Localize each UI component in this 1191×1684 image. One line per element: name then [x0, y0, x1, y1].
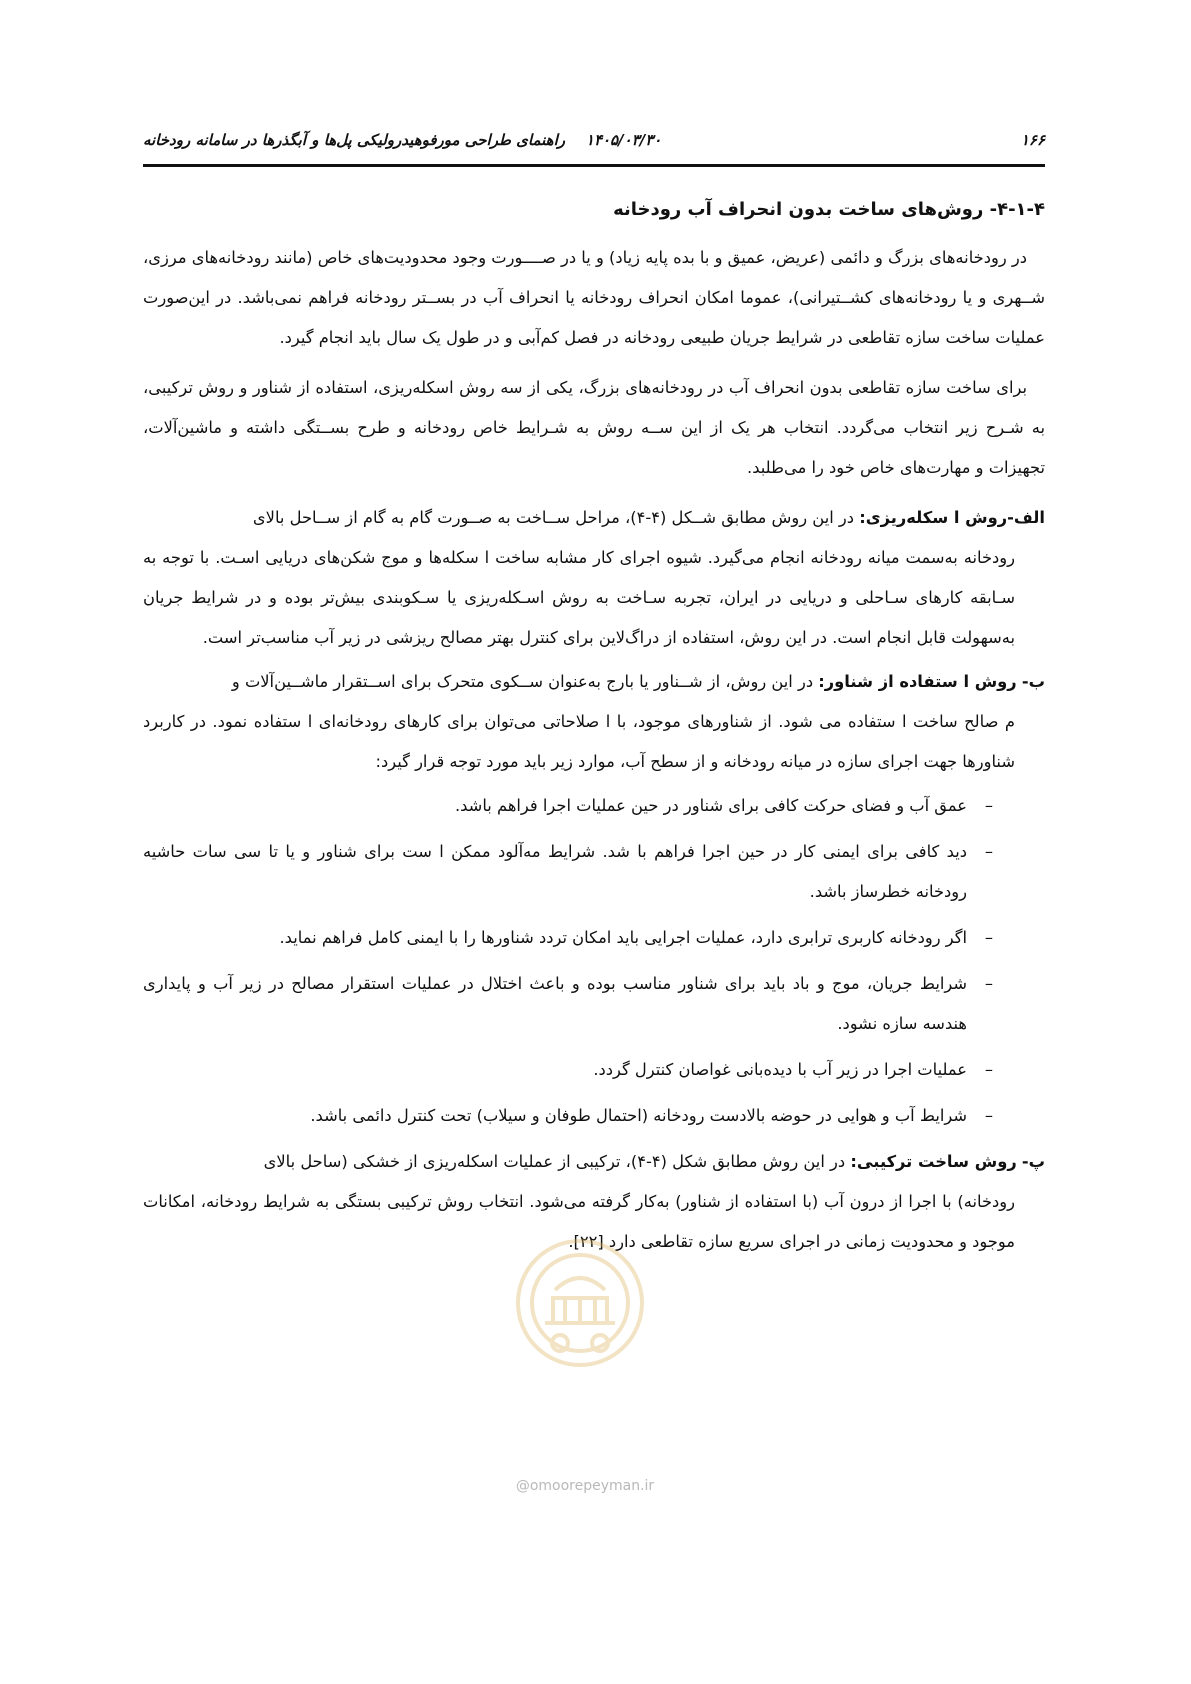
- item-label: روش ا ستفاده از شناور:: [818, 672, 1017, 691]
- dash-bullet: –: [984, 1060, 993, 1079]
- header-date: ۱۴۰۵/۰۳/۳۰: [585, 131, 662, 149]
- method-item-b: [143, 662, 1045, 782]
- item-text-first: در این روش، از شــناور یا بارج به‌عنوان ســکوی متحرک برای اســتقرار ماشــین‌آلات و: [231, 672, 819, 691]
- item-label: روش ا سکله‌ریزی:: [859, 508, 1008, 527]
- list-item: – شرایط جریان، موج و باد باید برای شناور مناسب بوده و باعث اختلال در عملیات استقرار مصالح در زیر آب و پایداری هندسه سازه نشود.: [143, 964, 993, 1044]
- item-marker: الف-: [1007, 508, 1045, 527]
- page-content: [143, 190, 1045, 1266]
- item-text: رودخانه به‌سمت میانه رودخانه انجام می‌گیرد. شیوه اجرای کار مشابه ساخت ا سکله‌ها و موج شکن‌های دریایی اسـت. با توجه به سـابقه کارهای سـاحلی و دریایی در ایران، تجربه سـاخت به روش اسـکله‌ریزی یا سـکوبندی بیش‌تر بوده و در شرایط جریان به‌سهولت قابل انجام است. در این روش، استفاده از دراگ‌لاین برای کنترل بهتر مصالح ریزشی در زیر آب مناسب‌تر است.: [143, 548, 1015, 647]
- item-text: م صالح ساخت ا ستفاده می شود. از شناورهای موجود، با ا صلاحاتی می‌توان برای کارهای رودخانه‌ای ا ستفاده نمود. در کاربرد شناورها جهت اجرای سازه در میانه رودخانه و از سطح آب، موارد زیر باید مورد توجه قرار گیرد:: [143, 712, 1015, 771]
- dash-bullet: –: [984, 974, 993, 993]
- paragraph: در رودخانه‌های بزرگ و دائمی (عریض، عمیق و با بده پایه زیاد) و یا در صــــورت وجود محدودیت‌های خاص (مانند رودخانه‌های مرزی، شــهری و یا رودخانه‌های کشــتیرانی)، عموما امکان انحراف رودخانه یا انحراف آب در بســتر رودخانه فراهم نمی‌باشد. در این‌صورت عملیات ساخت سازه تقاطعی در شرایط جریان طبیعی رودخانه در فصل کم‌آبی و در طول یک سال باید انجام گیرد.: [143, 248, 1045, 347]
- item-label: روش ساخت ترکیبی:: [850, 1152, 1017, 1171]
- list-item: – اگر رودخانه کاربری ترابری دارد، عملیات اجرایی باید امکان تردد شناورها را با ایمنی کامل فراهم نماید.: [143, 918, 993, 958]
- item-text: رودخانه) با اجرا از درون آب (با استفاده از شناور) به‌کار گرفته می‌شود. انتخاب روش ترکیبی بستگی به شرایط رودخانه، امکانات موجود و محدودیت زمانی در اجرای سریع سازه تقاطعی دارد [۲۲].: [143, 1192, 1015, 1251]
- page-number: ۱۶۶: [1020, 131, 1045, 149]
- dash-bullet: –: [984, 928, 993, 947]
- dash-bullet: –: [984, 842, 993, 861]
- list-item: – دید کافی برای ایمنی کار در حین اجرا فراهم با شد. شرایط مه‌آلود ممکن ا ست برای شناور و یا تا سی سات حاشیه رودخانه خطرساز باشد.: [143, 832, 993, 912]
- header-title: [143, 131, 661, 149]
- running-header: [143, 128, 1045, 156]
- list-item: – شرایط آب و هوایی در حوضه بالادست رودخانه (احتمال طوفان و سیلاب) تحت کنترل دائمی باشد.: [143, 1096, 993, 1136]
- watermark-emblem-icon: [505, 1228, 655, 1378]
- paragraph: برای ساخت سازه تقاطعی بدون انحراف آب در رودخانه‌های بزرگ، یکی از سه روش اسکله‌ریزی، استفاده از شناور و روش ترکیبی، به شـرح زیر انتخاب می‌گردد. انتخاب هر یک از این ســه روش به شـرایط خاص رودخانه و طرح بســتگی داشته و ماشین‌آلات، تجهیزات و مهارت‌های خاص خود را می‌طلبد.: [143, 378, 1045, 477]
- item-marker: پ-: [1021, 1152, 1045, 1171]
- header-rule: [143, 164, 1045, 167]
- list-item: – عملیات اجرا در زیر آب با دیده‌بانی غواصان کنترل گردد.: [143, 1050, 993, 1090]
- watermark-url: @omoorepeyman.ir: [515, 1478, 655, 1494]
- header-book-title: راهنمای طراحی مورفوهیدرولیکی پل‌ها و آبگذرها در سامانه رودخانه: [143, 131, 565, 149]
- dash-bullet: –: [984, 796, 993, 815]
- item-text-first: در این روش مطابق شــکل (۴-۴)، مراحل ســاخت به صــورت گام به گام از ســاحل بالای: [252, 508, 860, 527]
- item-text-first: در این روش مطابق شکل (۴-۴)، ترکیبی از عملیات اسکله‌ریزی از خشکی (ساحل بالای: [263, 1152, 851, 1171]
- item-marker: ب-: [1021, 672, 1045, 691]
- float-requirements-list: [143, 786, 1045, 1136]
- section-heading: ۴-۱-۴- روش‌های ساخت بدون انحراف آب رودخانه: [613, 199, 1045, 220]
- method-item-a: [143, 498, 1045, 658]
- dash-bullet: –: [984, 1106, 993, 1125]
- list-item: – عمق آب و فضای حرکت کافی برای شناور در حین عملیات اجرا فراهم باشد.: [143, 786, 993, 826]
